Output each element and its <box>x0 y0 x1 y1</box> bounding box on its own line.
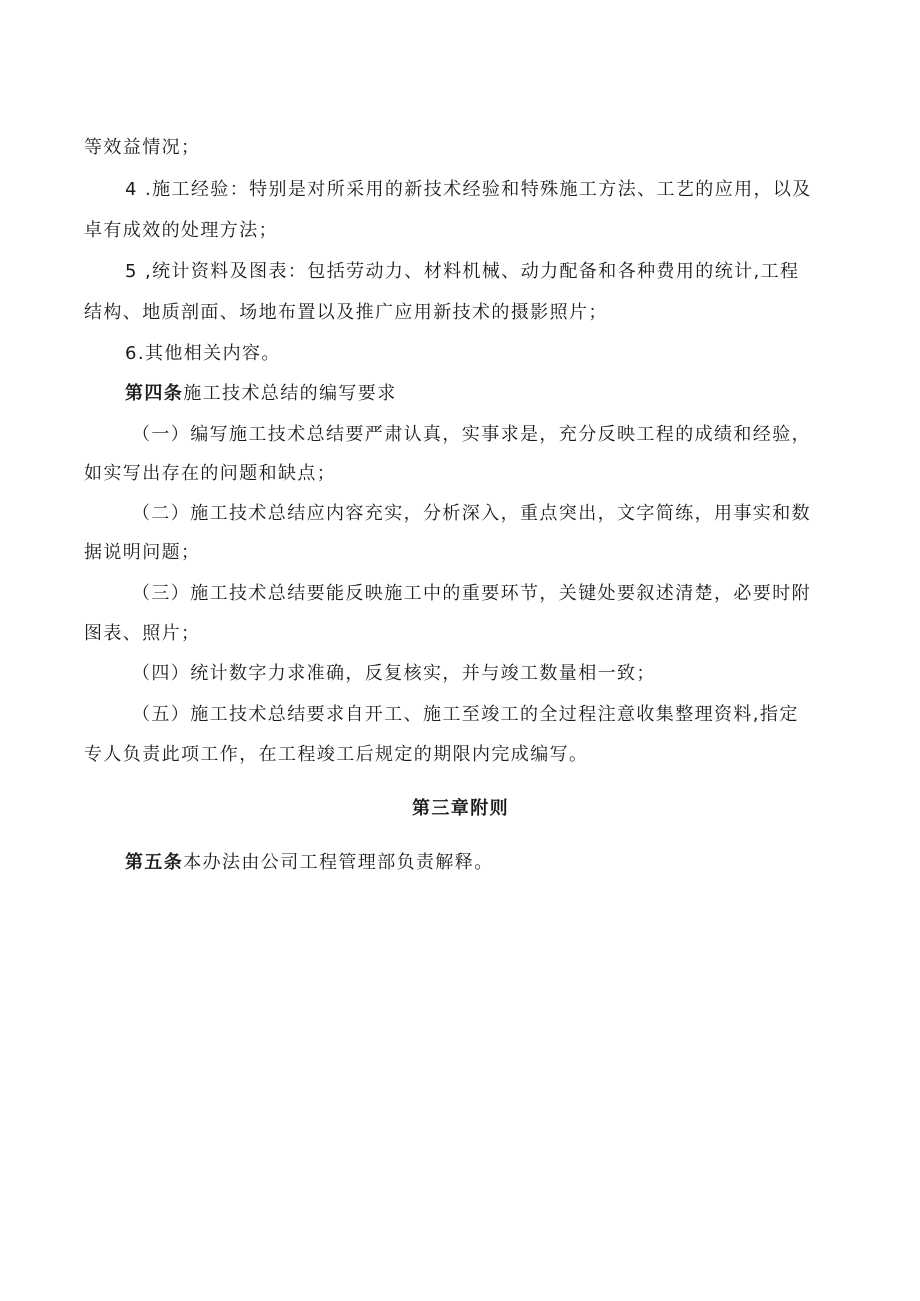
req2-line1: （二）施工技术总结应内容充实，分析深入，重点突出，文字简练，用事实和数 <box>132 503 811 524</box>
item4-line1: 4 .施工经验：特别是对所采用的新技术经验和特殊施工方法、工艺的应用，以及 <box>125 179 812 200</box>
req3-line1: （三）施工技术总结要能反映施工中的重要环节，关键处要叙述清楚，必要时附 <box>132 583 811 604</box>
article4-title: 施工技术总结的编写要求 <box>183 383 397 404</box>
article5-label: 第五条 <box>125 852 184 873</box>
item3-tail: 等效益情况； <box>84 137 201 158</box>
req5-line1: （五）施工技术总结要求自开工、施工至竣工的全过程注意收集整理资料,指定 <box>132 704 799 725</box>
article5 <box>125 851 494 875</box>
req3-line2: 图表、照片； <box>84 623 201 644</box>
item5-line1: 5 ,统计资料及图表：包括劳动力、材料机械、动力配备和各种费用的统计,工程 <box>125 261 800 282</box>
item5-line2: 结构、地质剖面、场地布置以及推广应用新技术的摄影照片； <box>84 302 608 323</box>
article4-label: 第四条 <box>125 383 184 404</box>
req2-line2: 据说明问题； <box>84 542 201 563</box>
req1-line2: 如实写出存在的问题和缺点； <box>84 463 337 484</box>
req4: （四）统计数字力求准确，反复核实，并与竣工数量相一致； <box>132 663 656 684</box>
chapter3-heading: 第三章附则 <box>412 798 509 819</box>
item4-line2: 卓有成效的处理方法； <box>84 220 278 241</box>
req1-line1: （一）编写施工技术总结要严肃认真，实事求是，充分反映工程的成绩和经验， <box>132 424 811 445</box>
article5-text: 本办法由公司工程管理部负责解释。 <box>183 852 494 873</box>
req5-line2: 专人负责此项工作，在工程竣工后规定的期限内完成编写。 <box>84 744 589 765</box>
item6: 6.其他相关内容。 <box>125 343 281 364</box>
article4-heading <box>125 382 397 406</box>
